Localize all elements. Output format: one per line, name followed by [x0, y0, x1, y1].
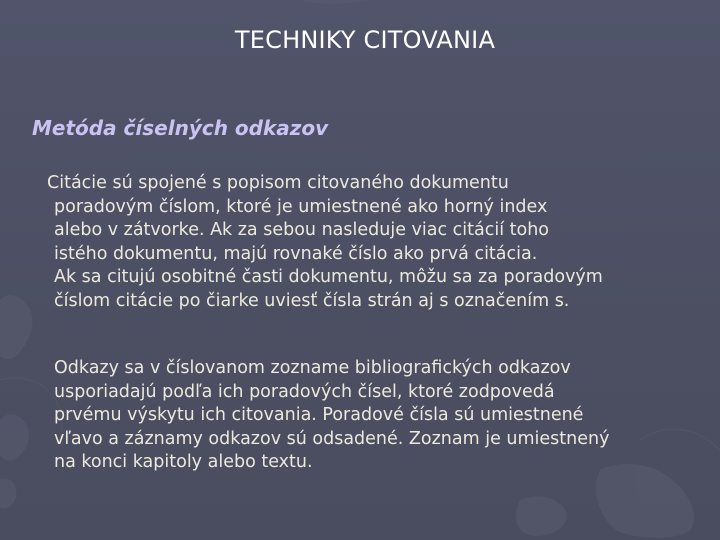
slide-title: TECHNIKY CITOVANIA	[234, 26, 496, 54]
paragraph-line: Odkazy sa v číslovanom zozname bibliografických odkazov	[54, 358, 571, 378]
paragraph-line: Ak sa citujú osobitné časti dokumentu, môžu sa za poradovým	[54, 267, 603, 287]
paragraph-line: číslom citácie po čiarke uviesť čísla strán aj s označením s.	[54, 290, 570, 311]
paragraph-line: poradovým číslom, ktoré je umiestnené ako horný index	[54, 196, 548, 217]
section-subheading: Metóda číselných odkazov	[32, 116, 329, 140]
paragraph-line: istého dokumentu, majú rovnaké číslo ako prvá citácia.	[54, 243, 538, 264]
paragraph-line: vľavo a záznamy odkazov sú odsadené. Zoznam je umiestnený	[54, 428, 610, 449]
paragraph-line: alebo v zátvorke. Ak za sebou nasleduje viac citácií toho	[54, 220, 549, 240]
paragraph-line: na konci kapitoly alebo textu.	[54, 452, 313, 472]
paragraph-citations	[47, 172, 603, 313]
paragraph-line: usporiadajú podľa ich poradových čísel, ktoré zodpovedá	[54, 381, 555, 402]
paragraph-line: prvému výskytu ich citovania. Poradové čísla sú umiestnené	[54, 405, 584, 425]
paragraph-line: Citácie sú spojené s popisom citovaného dokumentu	[47, 173, 509, 193]
paragraph-reference-list	[54, 357, 609, 475]
